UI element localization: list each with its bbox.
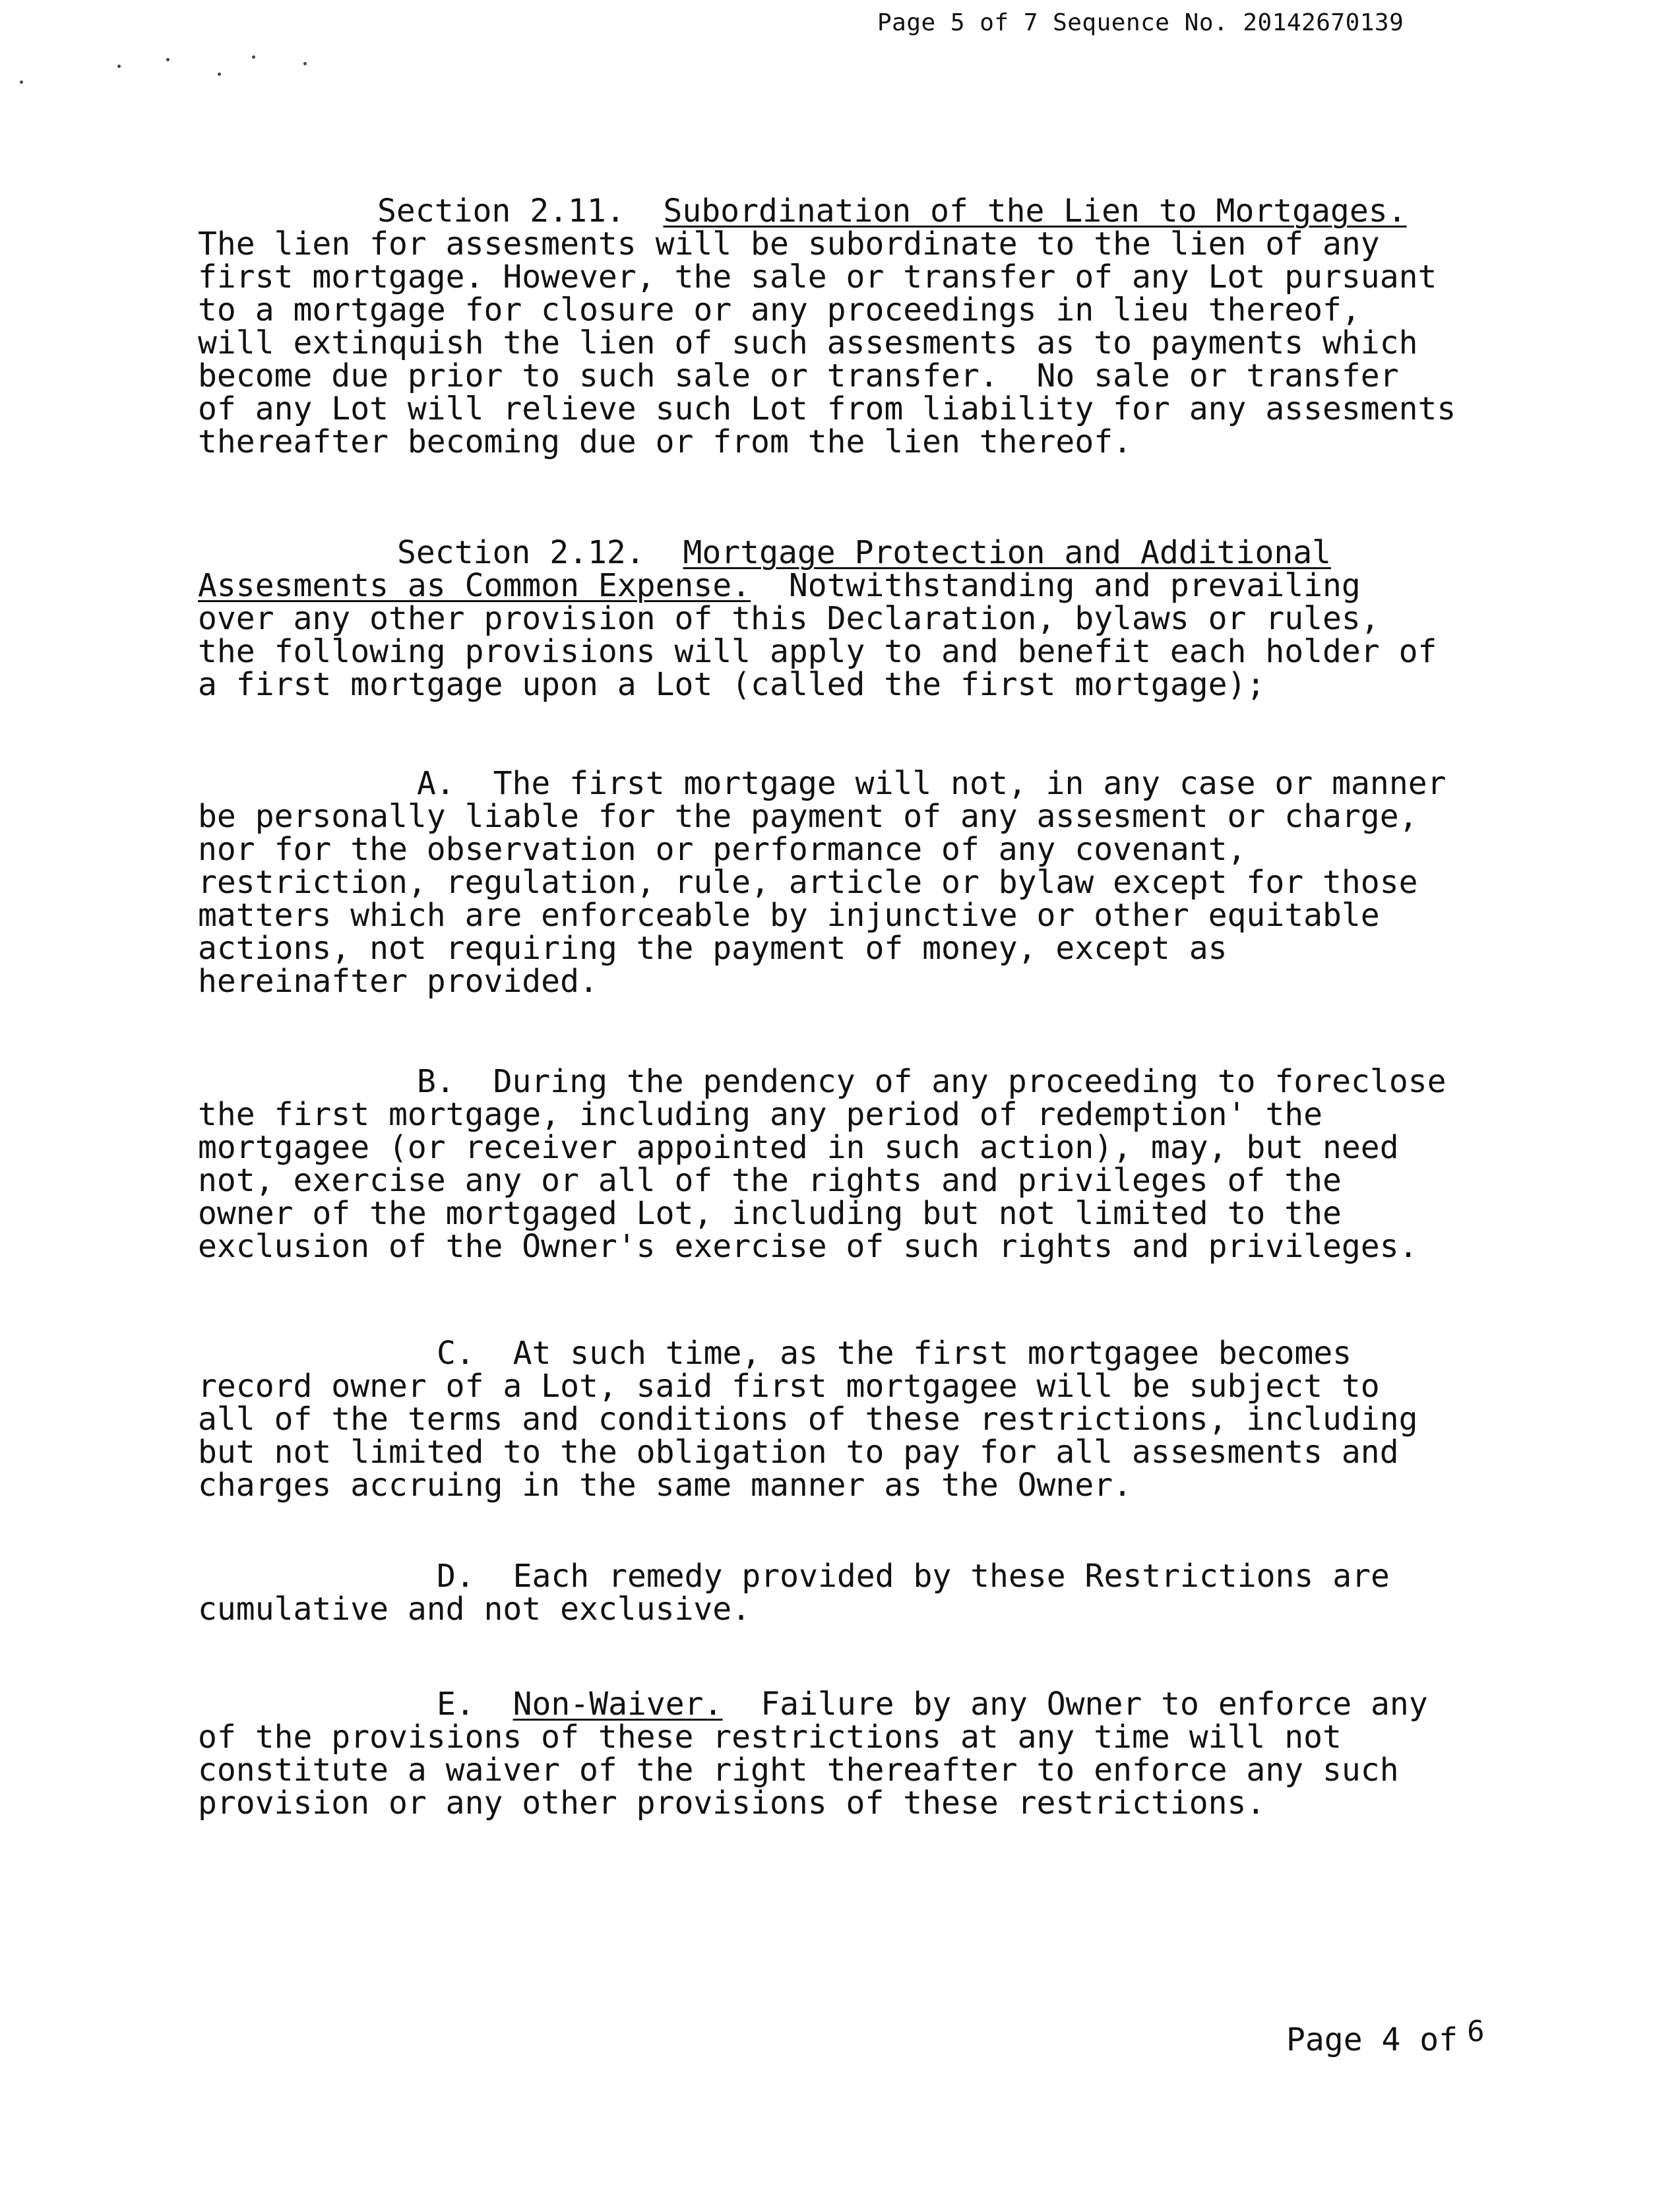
paragraph-line: charges accruing in the same manner as the Owner. (198, 1467, 1133, 1504)
page-number-total: 6 (1467, 2015, 1485, 2048)
paragraph-line: will extinquish the lien of such assesments as to payments which (198, 324, 1418, 361)
paragraph-line: to a mortgage for closure or any proceedings in lieu thereof, (198, 291, 1361, 328)
paragraph-line: the first mortgage, including any period of redemption' the (198, 1096, 1323, 1133)
paragraph-line: thereafter becoming due or from the lien thereof. (198, 423, 1133, 460)
paragraph-line: provision or any other provisions of these restrictions. (198, 1785, 1266, 1822)
scan-artifacts (20, 53, 317, 92)
paragraph-line: over any other provision of this Declaration, bylaws or rules, (198, 600, 1380, 637)
paragraph-line: be personally liable for the payment of any assesment or charge, (198, 798, 1418, 835)
paragraph-line: but not limited to the obligation to pay for all assesments and (198, 1434, 1399, 1471)
item-first-line: D. Each remedy provided by these Restrictions are (437, 1558, 1390, 1595)
paragraph-line: become due prior to such sale or transfer. No sale or transfer (198, 357, 1399, 394)
paragraph-line: not, exercise any or all of the rights and privileges of the (198, 1162, 1342, 1199)
section-2-12-title-line (397, 534, 1332, 571)
paragraph-line: exclusion of the Owner's exercise of such rights and privileges. (198, 1228, 1418, 1265)
item-letter: E. (437, 1686, 513, 1723)
item-first-line: A. The first mortgage will not, in any case or manner (417, 765, 1447, 802)
page-number-label: Page 4 of (1286, 2021, 1458, 2058)
paragraph-line: cumulative and not exclusive. (198, 1591, 751, 1628)
paragraph-line: mortgagee (or receiver appointed in such action), may, but need (198, 1129, 1399, 1166)
section-heading: Subordination of the Lien to Mortgages. (663, 193, 1407, 230)
paragraph-line: actions, not requiring the payment of money, except as (198, 930, 1228, 967)
section-2-11-title-line (377, 193, 1407, 230)
paragraph-line: of any Lot will relieve such Lot from liability for any assesments (198, 390, 1456, 427)
item-first-line (437, 1686, 1428, 1723)
paragraph-line: a first mortgage upon a Lot (called the first mortgage); (198, 666, 1266, 703)
section-2-12-heading-line-2 (198, 567, 1361, 604)
item-heading: Non-Waiver. (513, 1686, 723, 1723)
paragraph-line: nor for the observation or performance of any covenant, (198, 831, 1247, 868)
paragraph-line: the following provisions will apply to and benefit each holder of (198, 633, 1437, 670)
section-heading-continued: Assesments as Common Expense. (198, 567, 751, 604)
paragraph-line: restriction, regulation, rule, article or bylaw except for those (198, 864, 1418, 901)
section-number: Section 2.12. (397, 534, 683, 571)
paragraph-line: The lien for assesments will be subordinate to the lien of any (198, 226, 1380, 262)
item-first-line: C. At such time, as the first mortgagee becomes (437, 1335, 1352, 1372)
paragraph-line: of the provisions of these restrictions at any time will not (198, 1719, 1342, 1756)
paragraph-line: record owner of a Lot, said first mortgagee will be subject to (198, 1368, 1380, 1405)
item-first-line: B. During the pendency of any proceeding to foreclose (417, 1063, 1447, 1100)
page-number (1286, 2015, 1485, 2058)
section-heading: Mortgage Protection and Additional (683, 534, 1332, 571)
paragraph-line: owner of the mortgaged Lot, including but not limited to the (198, 1195, 1342, 1232)
paragraph-line: constitute a waiver of the right thereafter to enforce any such (198, 1752, 1399, 1789)
paragraph-text: Notwithstanding and prevailing (751, 567, 1361, 604)
paragraph-line: matters which are enforceable by injunctive or other equitable (198, 897, 1380, 934)
paragraph-line: first mortgage. However, the sale or transfer of any Lot pursuant (198, 259, 1437, 295)
paragraph-line: hereinafter provided. (198, 963, 598, 1000)
paragraph-line: all of the terms and conditions of these restrictions, including (198, 1401, 1418, 1438)
recording-stamp: Page 5 of 7 Sequence No. 20142670139 (877, 9, 1404, 36)
section-number: Section 2.11. (377, 193, 664, 230)
paragraph-text: Failure by any Owner to enforce any (722, 1686, 1428, 1723)
